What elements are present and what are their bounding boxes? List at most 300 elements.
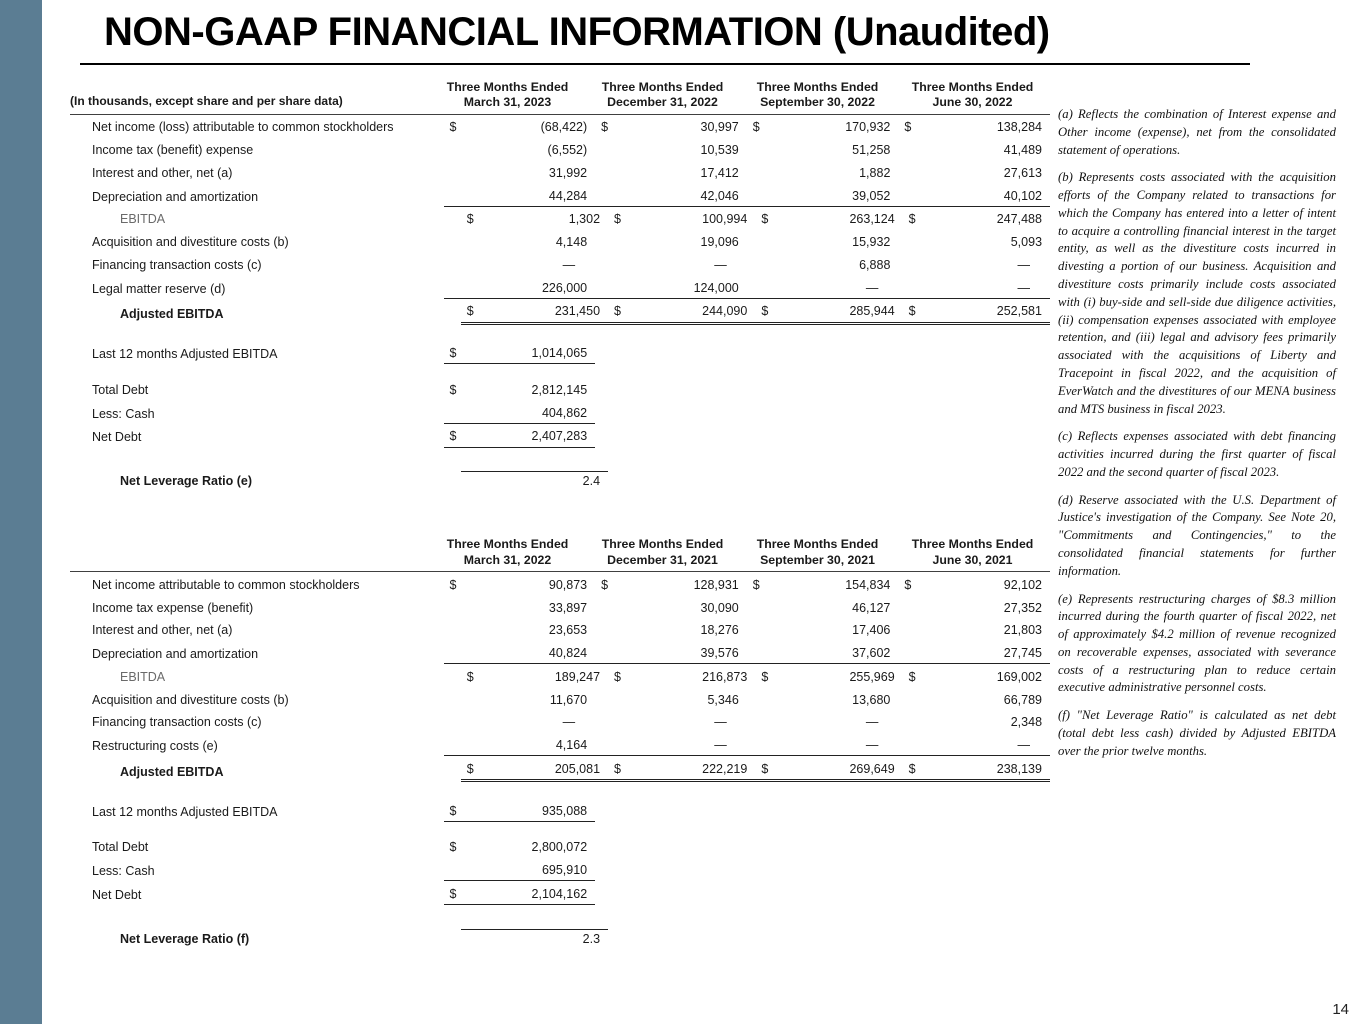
cell-value: 40,824 — [548, 646, 588, 661]
dollar-sign: $ — [614, 212, 621, 227]
value-cell — [595, 143, 747, 160]
value-cell — [747, 820, 899, 822]
value-cell — [747, 715, 899, 732]
value-cell — [747, 446, 899, 448]
table-row — [70, 166, 1050, 183]
value-cell — [444, 189, 596, 207]
row-label-text: Net Leverage Ratio (f) — [120, 931, 250, 946]
cell-value: 2,104,162 — [531, 886, 588, 901]
row-label — [120, 932, 461, 949]
value-cell — [444, 383, 596, 400]
row-label-text: Last 12 months Adjusted EBITDA — [92, 347, 278, 362]
column-header — [740, 537, 895, 568]
cell-value: 2.4 — [582, 474, 601, 489]
value-cell — [461, 304, 608, 324]
cell-value: 37,602 — [852, 646, 891, 661]
value-cell — [444, 429, 596, 447]
row-label — [92, 347, 444, 364]
column-header — [895, 80, 1050, 111]
dollar-sign: $ — [752, 577, 760, 592]
dollar-sign: $ — [449, 803, 457, 818]
row-label — [120, 212, 461, 229]
value-cell — [898, 601, 1050, 618]
column-header-line1: Three Months Ended — [911, 80, 1034, 94]
left-accent-bar — [0, 0, 42, 1024]
cell-value: 41,489 — [1003, 143, 1043, 158]
value-cell — [444, 143, 596, 160]
cell-value: — — [714, 257, 727, 272]
value-cell — [444, 406, 596, 424]
cell-value: 695,910 — [541, 863, 588, 878]
row-label-text: Total Debt — [92, 840, 149, 855]
value-cell — [898, 143, 1050, 160]
value-cell — [595, 281, 747, 299]
value-cell — [595, 693, 747, 710]
value-cell — [747, 578, 899, 595]
cell-value: 2.3 — [582, 931, 601, 946]
row-label-text: Income tax expense (benefit) — [92, 600, 254, 615]
row-label — [92, 282, 444, 299]
row-label — [92, 407, 444, 424]
cell-value: 138,284 — [996, 120, 1043, 135]
value-cell — [747, 693, 899, 710]
column-header-line1: Three Months Ended — [601, 80, 724, 94]
value-cell — [595, 446, 747, 448]
row-label — [92, 739, 444, 756]
dollar-sign: $ — [908, 761, 916, 776]
table-row — [70, 929, 1050, 949]
value-cell — [444, 693, 596, 710]
cell-value: 17,412 — [700, 165, 739, 180]
dollar-sign: $ — [601, 120, 609, 135]
value-cell — [595, 578, 747, 595]
cell-value: 285,944 — [849, 304, 895, 319]
row-label-text: Net income (loss) attributable to common stockholders — [92, 120, 394, 135]
dollar-sign: $ — [449, 429, 457, 444]
table-header-row — [70, 80, 1050, 111]
cell-value: 205,081 — [554, 761, 601, 776]
cell-value: 33,897 — [548, 600, 588, 615]
row-label-text: Acquisition and divestiture costs (b) — [92, 692, 289, 707]
cell-value: 2,348 — [1010, 715, 1043, 730]
dollar-sign: $ — [449, 840, 457, 855]
table-row — [70, 304, 1050, 324]
table-row — [70, 406, 1050, 424]
table-header-row — [70, 537, 1050, 568]
dollar-sign: $ — [904, 120, 912, 135]
column-header-line2: September 30, 2021 — [760, 552, 875, 567]
value-cell — [755, 947, 902, 949]
column-header — [585, 537, 740, 568]
value-cell — [903, 947, 1050, 949]
row-label — [92, 258, 444, 275]
row-label-text: Depreciation and amortization — [92, 189, 259, 204]
row-label — [92, 647, 444, 664]
value-cell — [898, 398, 1050, 400]
value-cell — [595, 189, 747, 207]
column-header — [430, 80, 585, 111]
cell-value: 216,873 — [702, 669, 748, 684]
cell-value: — — [562, 257, 576, 272]
cell-value: 4,164 — [555, 738, 588, 753]
cell-value: 935,088 — [541, 803, 588, 818]
cell-value: 263,124 — [849, 212, 895, 227]
cell-value: 18,276 — [700, 623, 739, 638]
value-cell — [595, 903, 747, 905]
row-label-text: Less: Cash — [92, 864, 155, 879]
value-cell — [898, 120, 1050, 137]
value-cell — [747, 601, 899, 618]
column-header-line1: Three Months Ended — [601, 537, 724, 552]
row-label — [92, 383, 444, 400]
footnotes-column — [1058, 106, 1336, 771]
column-header-line2: December 31, 2021 — [607, 552, 718, 567]
row-label-text: Adjusted EBITDA — [120, 307, 224, 322]
value-cell — [747, 281, 899, 299]
value-cell — [444, 887, 596, 905]
value-cell — [747, 422, 899, 424]
value-cell — [444, 623, 596, 640]
row-label — [92, 840, 444, 857]
row-label-text: Interest and other, net (a) — [92, 623, 233, 638]
table-row — [70, 623, 1050, 640]
dollar-sign: $ — [614, 669, 621, 684]
value-cell — [898, 166, 1050, 183]
cell-value: 13,680 — [852, 692, 891, 707]
dollar-sign: $ — [449, 577, 457, 592]
row-label — [92, 235, 444, 252]
value-cell — [595, 235, 747, 252]
value-cell — [898, 362, 1050, 364]
row-label-text: Restructuring costs (e) — [92, 739, 218, 754]
cell-value: 90,873 — [548, 577, 588, 592]
value-cell — [898, 446, 1050, 448]
row-gap — [70, 905, 1050, 923]
row-label — [92, 430, 444, 447]
row-label-text: EBITDA — [120, 212, 166, 227]
cell-value: 170,932 — [845, 120, 891, 135]
row-label-text: Net Debt — [92, 887, 142, 902]
title-underline — [80, 63, 1250, 65]
value-cell — [444, 840, 596, 857]
dollar-sign: $ — [904, 577, 912, 592]
value-cell — [595, 715, 747, 732]
value-cell — [595, 820, 747, 822]
cell-value: 226,000 — [541, 280, 588, 295]
value-cell — [595, 623, 747, 640]
value-cell — [747, 623, 899, 640]
header-rule — [70, 571, 1050, 572]
table-row — [70, 143, 1050, 160]
row-label-text: Depreciation and amortization — [92, 647, 259, 662]
dollar-sign: $ — [761, 761, 769, 776]
cell-value: 244,090 — [702, 304, 748, 319]
cell-value: 23,653 — [548, 623, 588, 638]
cell-value: 31,992 — [548, 165, 588, 180]
dollar-sign: $ — [908, 669, 916, 684]
value-cell — [898, 693, 1050, 710]
value-cell — [595, 646, 747, 664]
value-cell — [747, 189, 899, 207]
table-row — [70, 670, 1050, 687]
cell-value: 2,800,072 — [531, 840, 588, 855]
dollar-sign: $ — [761, 669, 769, 684]
cell-value: — — [865, 280, 879, 295]
value-cell — [461, 471, 608, 491]
value-cell — [747, 903, 899, 905]
cell-value: — — [1017, 280, 1031, 295]
row-label-text: Less: Cash — [92, 406, 155, 421]
value-cell — [444, 646, 596, 664]
cell-value: — — [714, 715, 727, 730]
dollar-sign: $ — [466, 669, 474, 684]
value-cell — [461, 670, 608, 687]
value-cell — [444, 281, 596, 299]
value-cell — [747, 235, 899, 252]
value-cell — [444, 863, 596, 881]
cell-value: 42,046 — [700, 188, 739, 203]
dollar-sign: $ — [449, 382, 457, 397]
table-units-note — [70, 566, 430, 568]
value-cell — [747, 362, 899, 364]
row-label — [92, 166, 444, 183]
row-label — [92, 693, 444, 710]
value-cell — [747, 258, 899, 275]
column-header-line1: Three Months Ended — [756, 80, 879, 94]
row-label-text: Last 12 months Adjusted EBITDA — [92, 804, 278, 819]
value-cell — [898, 738, 1050, 756]
cell-value: — — [1017, 738, 1031, 753]
table-row — [70, 863, 1050, 881]
row-label — [92, 120, 444, 137]
cell-value: 1,882 — [859, 165, 891, 180]
row-label-text: Net Debt — [92, 430, 142, 445]
column-header-line2: June 30, 2021 — [932, 552, 1013, 567]
cell-value: 1,014,065 — [531, 346, 588, 361]
row-label-text: Adjusted EBITDA — [120, 764, 224, 779]
value-cell — [898, 422, 1050, 424]
value-cell — [595, 738, 747, 756]
value-cell — [595, 166, 747, 183]
cell-value: 269,649 — [849, 761, 895, 776]
header-rule — [70, 114, 1050, 115]
cell-value: 128,931 — [693, 577, 739, 592]
cell-value: 44,284 — [548, 188, 588, 203]
table-fy2023-quarters — [70, 80, 1050, 491]
cell-value: 5,346 — [707, 692, 739, 707]
table-row — [70, 887, 1050, 905]
dollar-sign: $ — [449, 346, 457, 361]
page-number: 14 — [1332, 1001, 1349, 1018]
value-cell — [898, 281, 1050, 299]
value-cell — [903, 670, 1050, 687]
table-row — [70, 738, 1050, 756]
value-cell — [608, 670, 755, 687]
cell-value: 2,407,283 — [531, 429, 588, 444]
table-row — [70, 804, 1050, 822]
row-label-text: Net income attributable to common stockholders — [92, 577, 360, 592]
row-gap — [70, 364, 1050, 377]
column-header-line2: March 31, 2023 — [463, 95, 552, 110]
value-cell — [608, 489, 755, 491]
dollar-sign: $ — [449, 886, 457, 901]
table-row — [70, 715, 1050, 732]
value-cell — [903, 489, 1050, 491]
column-header-line1: Three Months Ended — [756, 537, 879, 552]
row-label — [92, 143, 444, 160]
value-cell — [903, 212, 1050, 229]
value-cell — [444, 578, 596, 595]
column-header-line1: Three Months Ended — [446, 537, 569, 552]
value-cell — [444, 235, 596, 252]
table-row — [70, 346, 1050, 364]
column-header-line2: December 31, 2022 — [607, 95, 718, 110]
footnote: (a) Reflects the combination of Interest expense and Other income (expense), net from the consolidated statement of operations. — [1058, 107, 1336, 157]
table-row — [70, 840, 1050, 857]
row-label-text: Legal matter reserve (d) — [92, 281, 226, 296]
cell-value: 10,539 — [700, 143, 739, 158]
row-label-text: EBITDA — [120, 669, 166, 684]
value-cell — [898, 715, 1050, 732]
column-header-line2: September 30, 2022 — [760, 95, 875, 110]
page-title: NON-GAAP FINANCIAL INFORMATION (Unaudited) — [104, 10, 1050, 54]
value-cell — [444, 738, 596, 756]
value-cell — [608, 212, 755, 229]
dollar-sign: $ — [752, 120, 760, 135]
value-cell — [747, 879, 899, 881]
value-cell — [444, 120, 596, 137]
cell-value: 189,247 — [554, 669, 601, 684]
row-label-text: Financing transaction costs (c) — [92, 715, 262, 730]
row-label-text: Financing transaction costs (c) — [92, 257, 262, 272]
cell-value: — — [865, 715, 879, 730]
value-cell — [903, 304, 1050, 324]
value-cell — [461, 762, 608, 782]
value-cell — [898, 903, 1050, 905]
value-cell — [747, 398, 899, 400]
cell-value: (6,552) — [547, 143, 588, 158]
cell-value: 92,102 — [1003, 577, 1043, 592]
table-row — [70, 601, 1050, 618]
cell-value: 231,450 — [554, 304, 601, 319]
row-gap — [70, 325, 1050, 341]
dollar-sign: $ — [449, 120, 457, 135]
value-cell — [898, 578, 1050, 595]
value-cell — [747, 120, 899, 137]
cell-value: 6,888 — [859, 257, 891, 272]
value-cell — [444, 258, 596, 275]
value-cell — [898, 258, 1050, 275]
tables-column — [70, 80, 1050, 949]
column-header — [895, 537, 1050, 568]
cell-value: 66,789 — [1003, 692, 1043, 707]
cell-value: 39,576 — [700, 646, 739, 661]
value-cell — [747, 143, 899, 160]
row-label — [92, 623, 444, 640]
cell-value: 40,102 — [1003, 188, 1043, 203]
table-row — [70, 762, 1050, 782]
column-header — [740, 80, 895, 111]
table-fy2022-quarters — [70, 537, 1050, 948]
row-label — [92, 715, 444, 732]
dollar-sign: $ — [908, 212, 916, 227]
cell-value: 27,352 — [1003, 600, 1043, 615]
cell-value: 100,994 — [702, 212, 748, 227]
cell-value: 46,127 — [852, 600, 891, 615]
table-row — [70, 429, 1050, 447]
footnote: (e) Represents restructuring charges of $8.3 million incurred during the fourth quarter of fiscal 2022, net of approximately $4.2 million of revenue recognized on recoverable expenses, associated with severance costs of a restructuring plan to reduce certain executive administrative personnel costs. — [1058, 591, 1336, 695]
cell-value: 247,488 — [996, 212, 1042, 227]
cell-value: 2,812,145 — [531, 382, 588, 397]
value-cell — [755, 212, 902, 229]
column-header-line1: Three Months Ended — [446, 80, 569, 94]
value-cell — [755, 762, 902, 782]
footnote: (d) Reserve associated with the U.S. Department of Justice's investigation of the Company. See Note 20, "Commitments and Contingencies," to the consolidated financial statements for further information. — [1058, 492, 1336, 578]
row-label — [92, 864, 444, 881]
footnote: (b) Represents costs associated with the acquisition efforts of the Company related to transactions for which the Company has entered into a letter of intent to acquire a controlling financial interest in the target entity, as well as the divestiture costs incurred in divesting a portion of our business. Acquisition and divestiture costs primarily include costs associated with (i) buy-side and sell-side due diligence activities, (ii) compensation expenses associated with employee retention, and (iii) legal and advisory fees primarily associated with the acquisitions of Liberty and Tracepoint in fiscal 2022, and the acquisition of EverWatch and the divestitures of our MENA business and MTS business in fiscal 2023. — [1058, 170, 1336, 416]
row-label-text: Acquisition and divestiture costs (b) — [92, 235, 289, 250]
value-cell — [608, 762, 755, 782]
value-cell — [444, 166, 596, 183]
cell-value: 15,932 — [852, 235, 891, 250]
table-row — [70, 281, 1050, 299]
dollar-sign: $ — [908, 304, 916, 319]
value-cell — [444, 601, 596, 618]
value-cell — [444, 346, 596, 364]
value-cell — [747, 738, 899, 756]
table-row — [70, 235, 1050, 252]
row-label — [92, 601, 444, 618]
cell-value: 27,745 — [1003, 646, 1043, 661]
table-row — [70, 258, 1050, 275]
cell-value: 5,093 — [1010, 235, 1043, 250]
cell-value: 30,997 — [700, 120, 739, 135]
cell-value: 154,834 — [845, 577, 891, 592]
row-label — [120, 765, 461, 782]
row-label — [92, 805, 444, 822]
cell-value: 19,096 — [700, 235, 739, 250]
value-cell — [898, 820, 1050, 822]
value-cell — [898, 879, 1050, 881]
value-cell — [595, 422, 747, 424]
table-row — [70, 189, 1050, 207]
cell-value: 222,219 — [702, 761, 748, 776]
dollar-sign: $ — [761, 212, 769, 227]
value-cell — [898, 856, 1050, 858]
dollar-sign: $ — [601, 577, 609, 592]
row-label — [120, 474, 461, 491]
value-cell — [461, 212, 608, 229]
row-gap — [70, 822, 1050, 835]
table-row — [70, 383, 1050, 400]
value-cell — [747, 856, 899, 858]
row-label-text: Interest and other, net (a) — [92, 165, 233, 180]
value-cell — [595, 879, 747, 881]
value-cell — [903, 762, 1050, 782]
cell-value: 238,139 — [996, 761, 1042, 776]
value-cell — [595, 258, 747, 275]
value-cell — [755, 670, 902, 687]
cell-value: 11,670 — [549, 692, 588, 707]
table-row — [70, 578, 1050, 595]
column-header-line2: June 30, 2022 — [932, 95, 1013, 110]
row-label — [92, 888, 444, 905]
cell-value: 124,000 — [693, 280, 739, 295]
value-cell — [898, 646, 1050, 664]
row-gap — [70, 782, 1050, 798]
value-cell — [595, 398, 747, 400]
value-cell — [444, 804, 596, 822]
